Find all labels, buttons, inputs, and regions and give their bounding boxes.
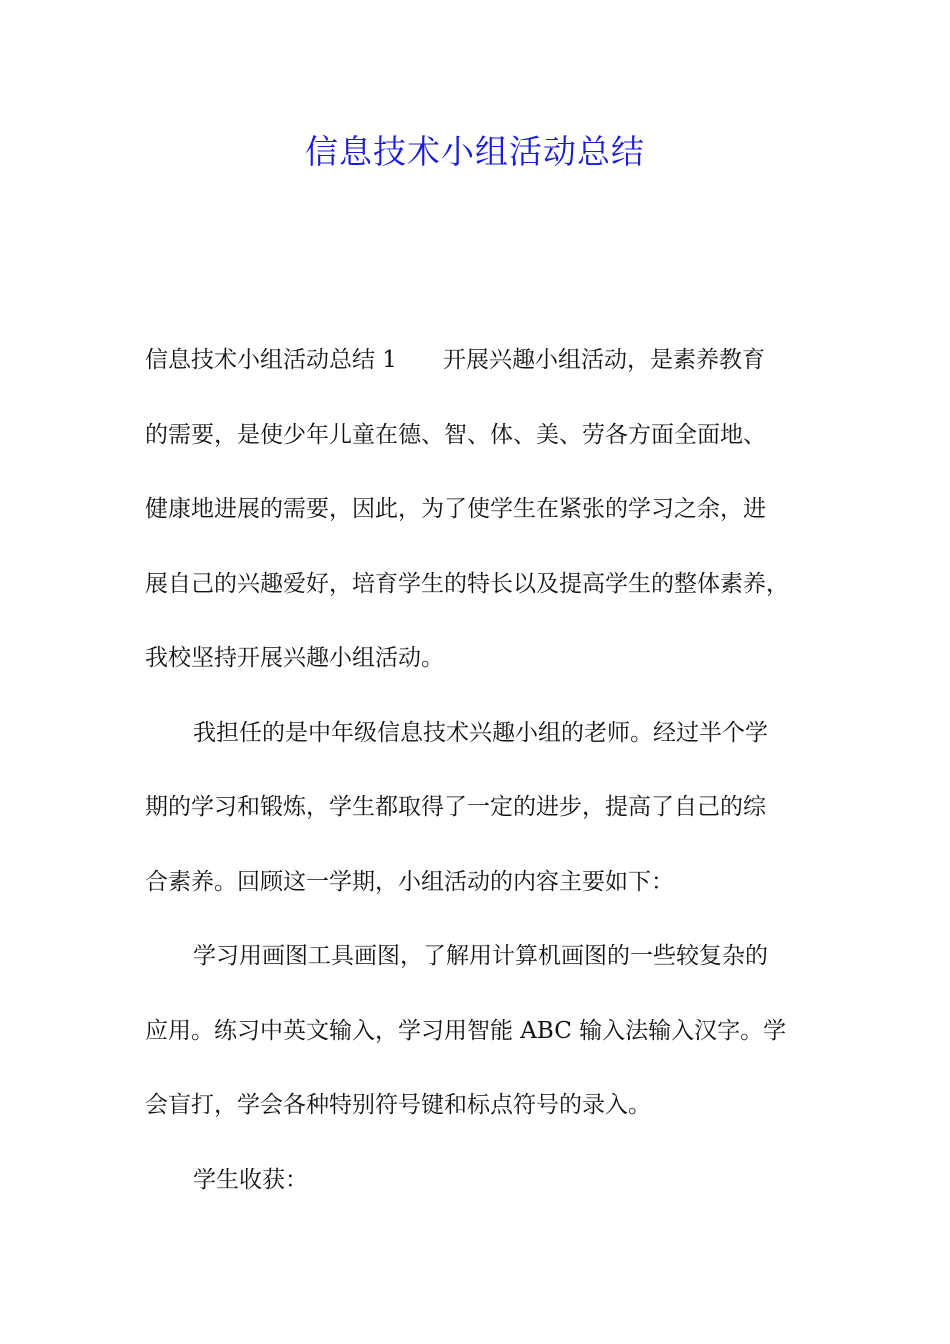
document-title: 信息技术小组活动总结 [305, 132, 645, 171]
paragraph-line: 期的学习和锻炼，学生都取得了一定的进步，提高了自己的综 [145, 794, 766, 820]
paragraph-line: 会盲打，学会各种特别符号键和标点符号的录入。 [145, 1092, 651, 1118]
section-heading-inline: 信息技术小组活动总结 1 [145, 347, 397, 373]
paragraph-line: 我校坚持开展兴趣小组活动。 [145, 645, 444, 671]
paragraph-line: 合素养。回顾这一学期，小组活动的内容主要如下： [145, 869, 674, 895]
paragraph-line: 我担任的是中年级信息技术兴趣小组的老师。经过半个学 [193, 720, 768, 746]
paragraph-text: 开展兴趣小组活动，是素养教育 [442, 347, 765, 373]
paragraph-line: 学生收获： [193, 1167, 308, 1193]
paragraph-line: 的需要，是使少年儿童在德、智、体、美、劳各方面全面地、 [145, 422, 766, 448]
paragraph-line: 应用。练习中英文输入，学习用智能 ABC 输入法输入汉字。学 [145, 1018, 787, 1044]
paragraph-line: 学习用画图工具画图，了解用计算机画图的一些较复杂的 [193, 943, 768, 969]
paragraph-line [145, 340, 825, 380]
paragraph-line: 展自己的兴趣爱好，培育学生的特长以及提高学生的整体素养， [145, 571, 789, 597]
paragraph-line: 健康地进展的需要，因此，为了使学生在紧张的学习之余，进 [145, 496, 766, 522]
